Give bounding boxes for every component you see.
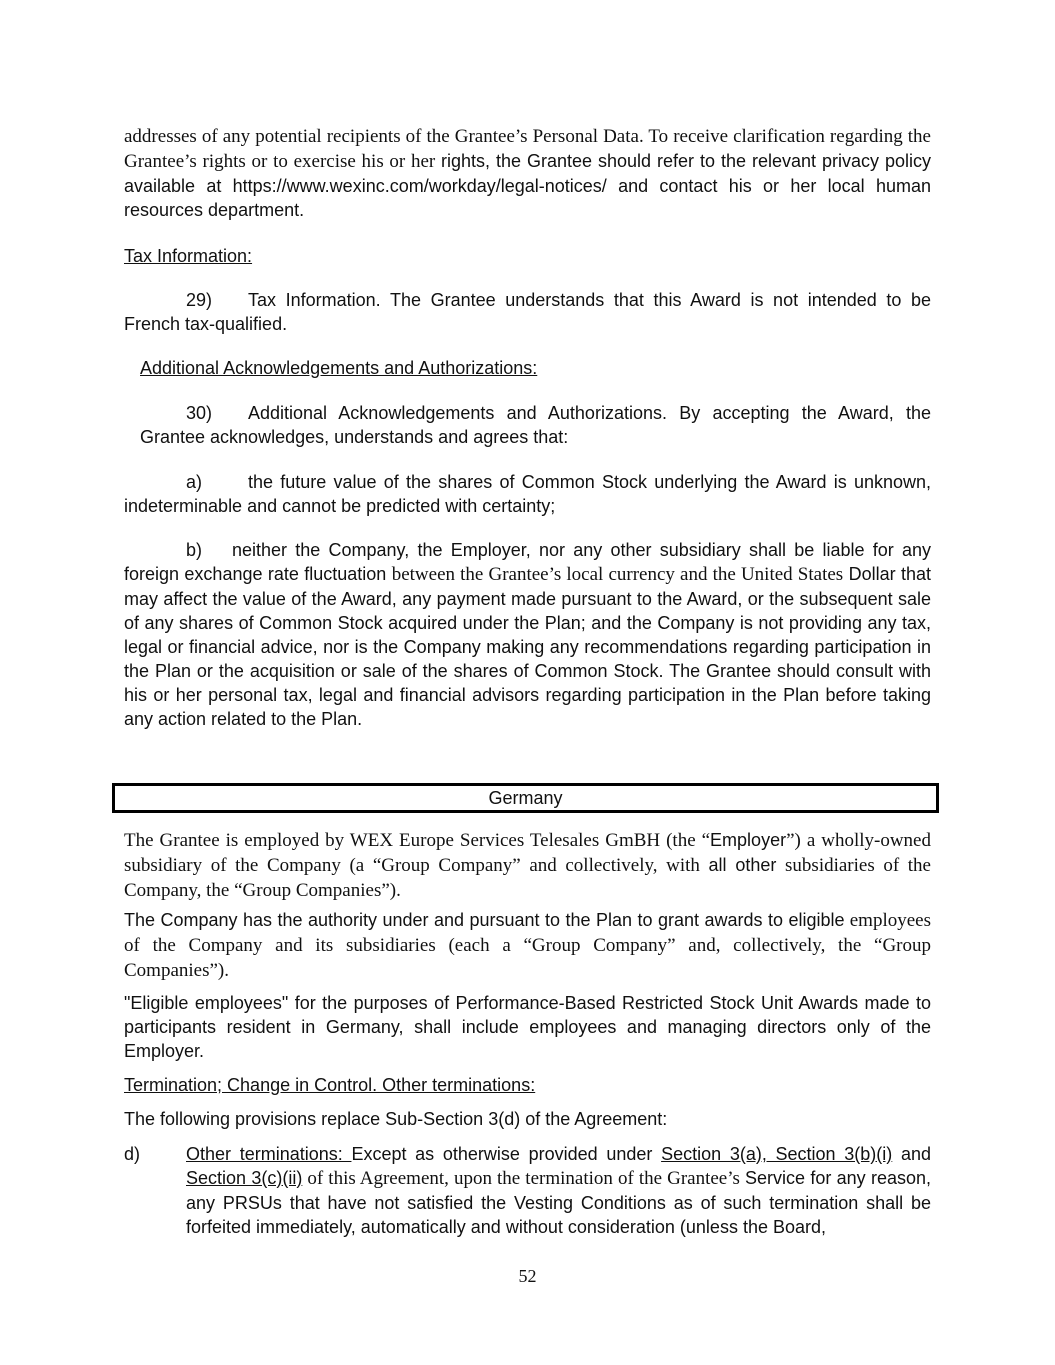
section-30: 30) Additional Acknowledgements and Authorizations. By accepting the Award, the Grantee acknowledges, understands and agrees that: [140,403,931,447]
item-b: b) neither the Company, the Employer, nor any other subsidiary shall be liable for any foreign exchange rate fluctuation between the Grantee’s local currency and the United States Dollar that may affect the value of the Award, any payment made pursuant to the Award, or the subsequent sale of any shares of Common Stock acquired under the Plan; and the Company is not providing any tax, legal or financial advice, nor is the Company making any recommendations regarding participation in the Plan or the acquisition or sale of the shares of Common Stock. The Grantee should consult with his or her personal tax, legal and financial advisors regarding participation in the Plan before taking any action related to the Plan. [124,540,931,729]
replace-provisions-line: The following provisions replace Sub-Section 3(d) of the Agreement: [124,1109,668,1129]
item-d: Other terminations: Except as otherwise provided under Section 3(a), Section 3(b)(i) and Section 3(c)(ii) of this Agreement, upon the termination of the Grantee’s Service for any reason, any PRSUs that have not satisfied the Vesting Conditions as of such termination shall be forfeited immediately, automatically and without consideration (unless the Board, [186,1144,932,1237]
item-a: a) the future value of the shares of Common Stock underlying the Award is unknown, indeterminable and cannot be predicted with certainty; [124,472,931,516]
section-29: 29) Tax Information. The Grantee understands that this Award is not intended to be French tax-qualified. [124,290,931,334]
section-reference-link: Section 3(a), Section 3(b)(i) [661,1144,893,1164]
germany-paragraph-3: "Eligible employees" for the purposes of Performance-Based Restricted Stock Unit Awards made to participants resident in Germany, shall include employees and managing directors only of the Employer. [124,993,931,1061]
germany-paragraph-2: The Company has the authority under and pursuant to the Plan to grant awards to eligible employees of the Company and its subsidiaries (each a “Group Company” and, collectively, the “Group Companies”). [124,910,931,981]
germany-paragraph-1: The Grantee is employed by WEX Europe Services Telesales GmBH (the “Employer”) a wholly-owned subsidiary of the Company (a “Group Company” and collectively, with all other subsidiaries of the Company, the “Group Companies”). [124,830,931,901]
page-number: 52 [518,1266,537,1286]
tax-information-heading: Tax Information: [124,246,253,266]
germany-section-header: Germany [112,783,939,813]
section-reference-link: Section 3(c)(ii) [186,1168,303,1188]
termination-heading: Termination; Change in Control. Other terminations: [124,1075,536,1095]
intro-paragraph: addresses of any potential recipients of the Grantee’s Personal Data. To receive clarification regarding the Grantee’s rights or to exercise his or her rights, the Grantee should refer to the relevant privacy policy available at https://www.wexinc.com/workday/legal-notices/ and contact his or her local human resources department. [124,126,931,220]
acknowledgements-heading: Additional Acknowledgements and Authorizations: [140,358,538,378]
item-d-label: d) [124,1144,141,1164]
